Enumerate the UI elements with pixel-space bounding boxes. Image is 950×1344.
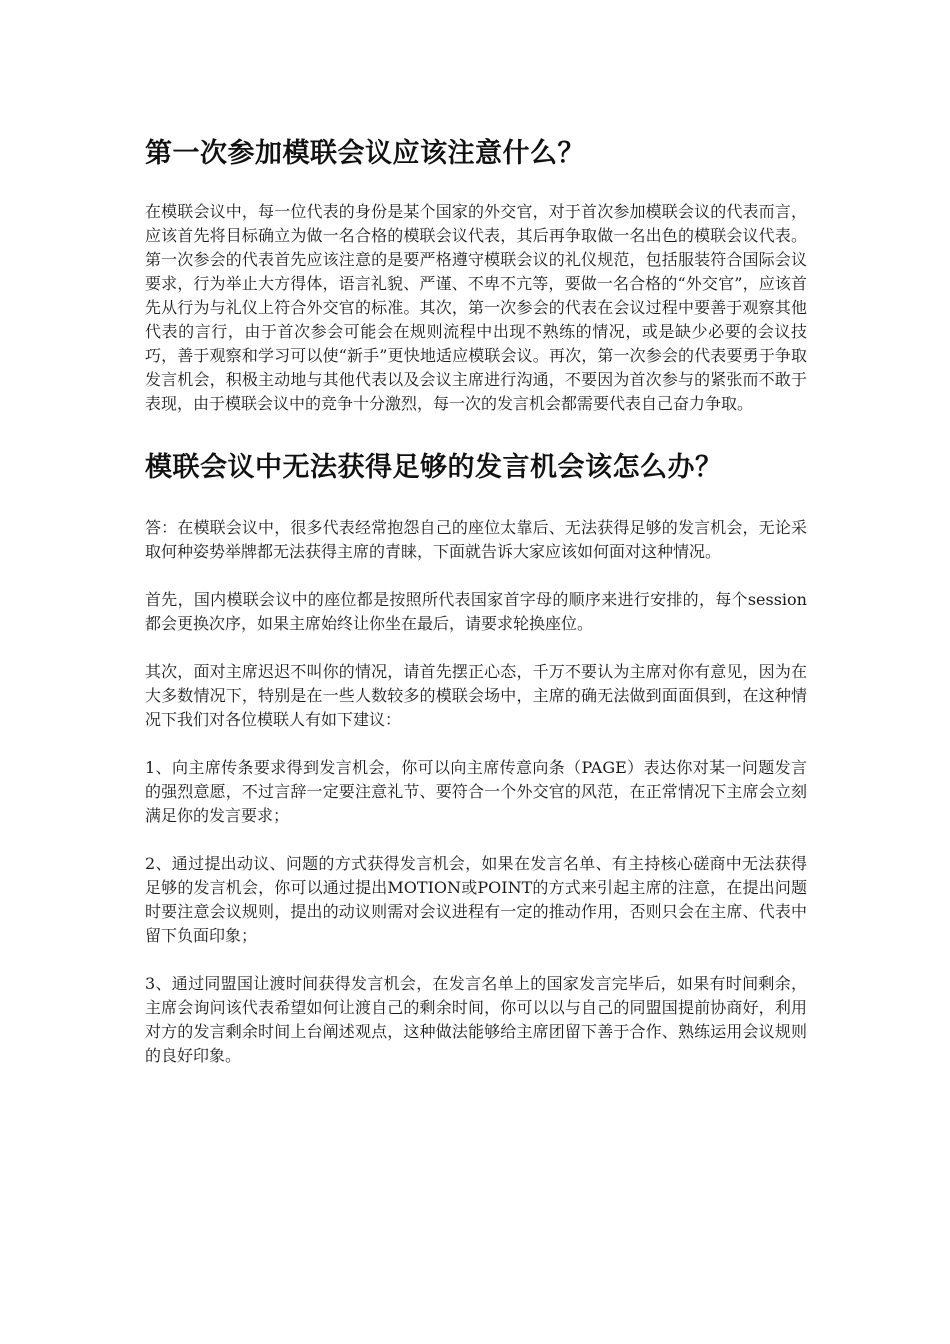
section-1-heading: 第一次参加模联会议应该注意什么？ <box>145 138 585 169</box>
section-2-heading: 模联会议中无法获得足够的发言机会该怎么办？ <box>145 452 723 483</box>
section-2-paragraph-second: 其次，面对主席迟迟不叫你的情况，请首先摆正心态，千万不要认为主席对你有意见，因为在大多数情况下，特别是在一些人数较多的模联会场中，主席的确无法做到面面俱到，在这种情况下我们对各位模联人有如下建议： <box>145 662 807 729</box>
suggestion-item-2: 2、通过提出动议、问题的方式获得发言机会，如果在发言名单、有主持核心磋商中无法获得足够的发言机会，你可以通过提出MOTION或POINT的方式来引起主席的注意，在提出问题时要注意会议规则，提出的动议则需对会议进程有一定的推动作用，否则只会在主席、代表中留下负面印象； <box>145 854 807 945</box>
suggestion-item-1: 1、向主席传条要求得到发言机会，你可以向主席传意向条（PAGE）表达你对某一问题发言的强烈意愿，不过言辞一定要注意礼节、要符合一个外交官的风范，在正常情况下主席会立刻满足你的发言要求； <box>145 758 807 825</box>
section-2-paragraph-intro: 答：在模联会议中，很多代表经常抱怨自己的座位太靠后、无法获得足够的发言机会，无论采取何种姿势举牌都无法获得主席的青睐，下面就告诉大家应该如何面对这种情况。 <box>145 518 807 561</box>
document-content <box>145 136 807 1092</box>
section-1-paragraph: 在模联会议中，每一位代表的身份是某个国家的外交官，对于首次参加模联会议的代表而言，应该首先将目标确立为做一名合格的模联会议代表，其后再争取做一名出色的模联会议代表。第一次参会的代表首先应该注意的是要严格遵守模联会议的礼仪规范，包括服装符合国际会议要求，行为举止大方得体，语言礼貌、严谨、不卑不亢等，要做一名合格的“外交官”，应该首先从行为与礼仪上符合外交官的标准。其次，第一次参会的代表在会议过程中要善于观察其他代表的言行，由于首次参会可能会在规则流程中出现不熟练的情况，或是缺少必要的会议技巧，善于观察和学习可以使“新手”更快地适应模联会议。再次，第一次参会的代表要勇于争取发言机会，积极主动地与其他代表以及会议主席进行沟通，不要因为首次参与的紧张而不敢于表现，由于模联会议中的竞争十分激烈，每一次的发言机会都需要代表自己奋力争取。 <box>145 202 807 413</box>
section-2-paragraph-first: 首先，国内模联会议中的座位都是按照所代表国家首字母的顺序来进行安排的，每个session都会更换次序，如果主席始终让你坐在最后，请要求轮换座位。 <box>145 590 807 633</box>
suggestion-item-3: 3、通过同盟国让渡时间获得发言机会，在发言名单上的国家发言完毕后，如果有时间剩余，主席会询问该代表希望如何让渡自己的剩余时间，你可以以与自己的同盟国提前协商好，利用对方的发言剩余时间上台阐述观点，这种做法能够给主席团留下善于合作、熟练运用会议规则的良好印象。 <box>145 974 807 1065</box>
